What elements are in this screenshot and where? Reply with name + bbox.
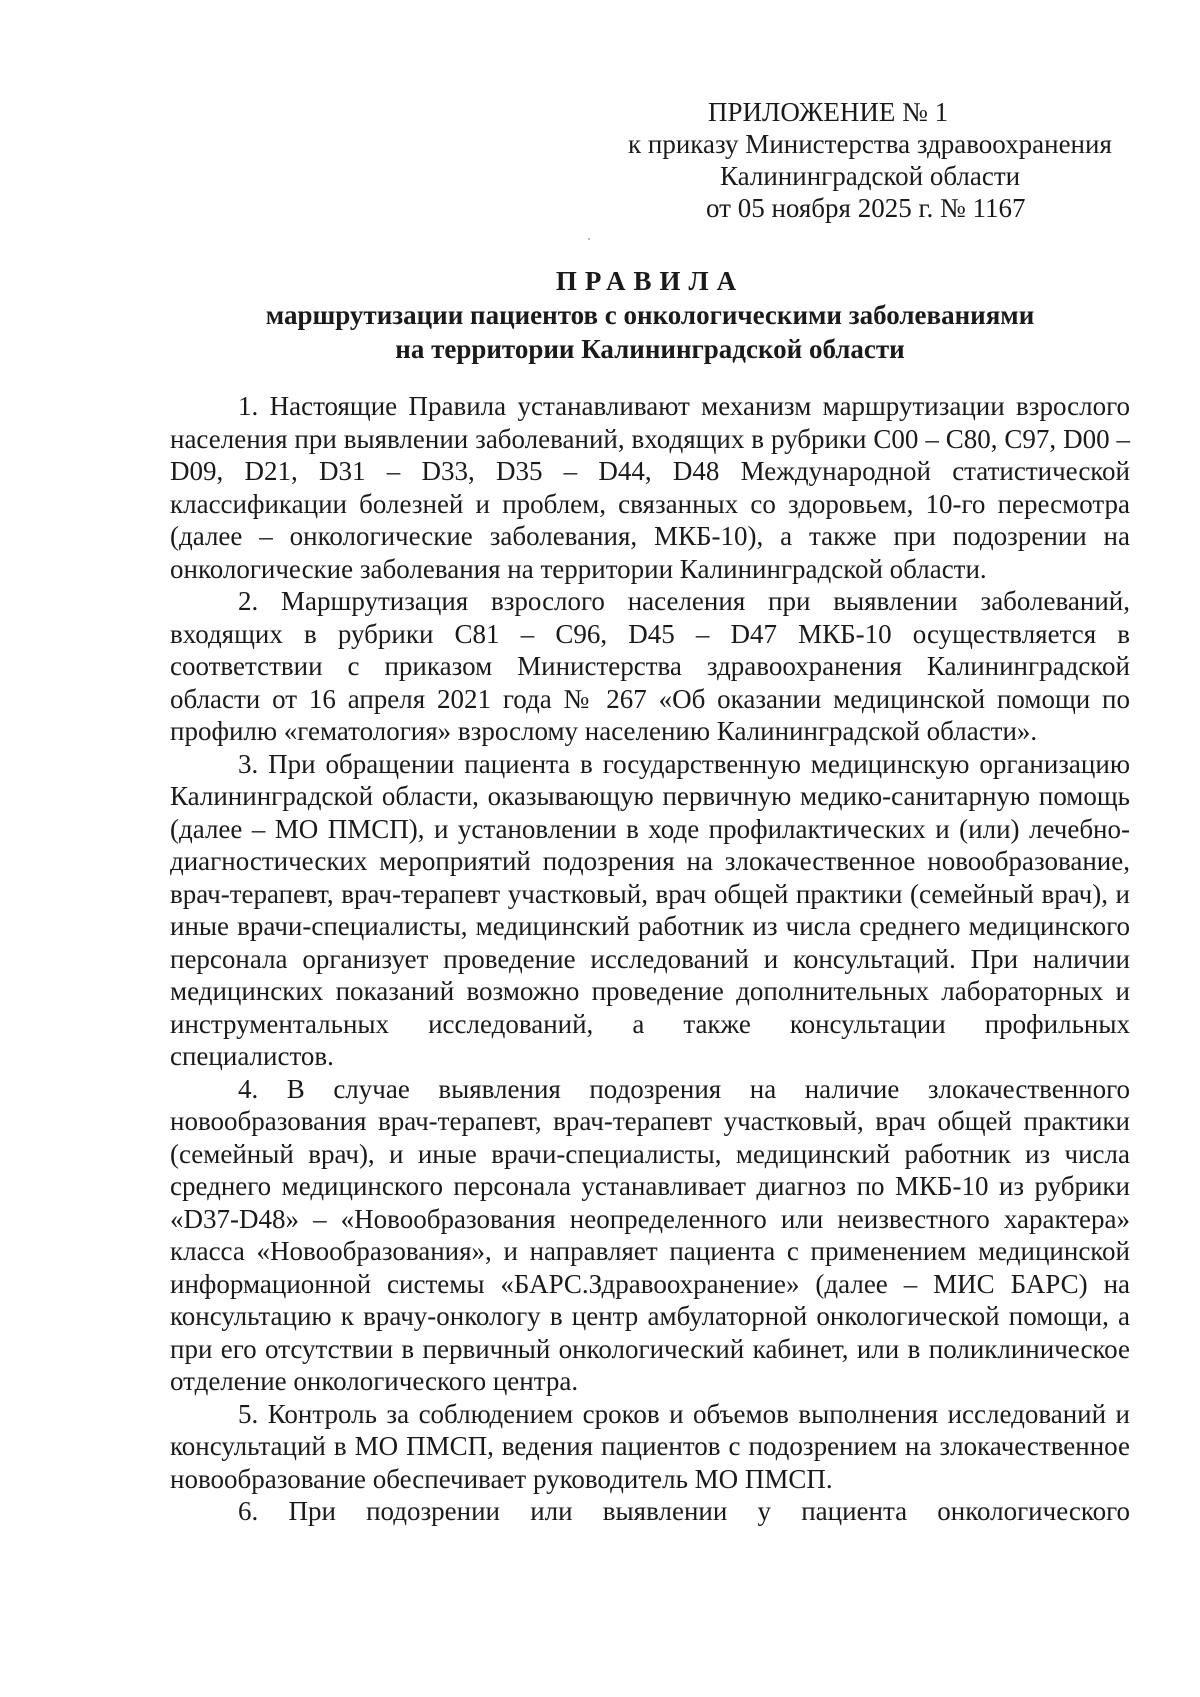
title-heading: ПРАВИЛА xyxy=(555,266,745,296)
paragraph-1: 1. Настоящие Правила устанавливают механизм маршрутизации взрослого населения при выявлении заболеваний, входящих в рубрики С00 – С80, С97, D00 – D09, D21, D31 – D33, D35 – D44, D48 Международной статистической классификации болезней и проблем, связанных со здоровьем, 10-го пересмотра (далее – онкологические заболевания, МКБ-10), а также при подозрении на онкологические заболевания на территории Калининградской области. xyxy=(170,391,1130,584)
document-body xyxy=(170,390,1130,1528)
scan-speck xyxy=(588,238,590,240)
paragraph-3: 3. При обращении пациента в государственную медицинскую организацию Калининградской области, оказывающую первичную медико-санитарную помощь (далее – МО ПМСП), и установлении в ходе профилактических и (или) лечебно-диагностических мероприятий подозрения на злокачественное новообразование, врач-терапевт, врач-терапевт участковый, врач общей практики (семейный врач), и иные врачи-специалисты, медицинский работник из числа среднего медицинского персонала организует проведение исследований и консультаций. При наличии медицинских показаний возможно проведение дополнительных лабораторных и инструментальных исследований, а также консультации профильных специалистов. xyxy=(170,748,1130,1071)
paragraph-5: 5. Контроль за соблюдением сроков и объемов выполнения исследований и консультаций в МО ПМСП, ведения пациентов с подозрением на злокачественное новообразование обеспечивает руководитель МО ПМСП. xyxy=(170,1398,1130,1494)
document-title xyxy=(170,264,1130,366)
annex-number: ПРИЛОЖЕНИЕ № 1 xyxy=(708,97,949,127)
annex-region: Калининградской области xyxy=(720,161,1021,191)
annex-order-ref: к приказу Министерства здравоохранения xyxy=(628,129,1112,159)
paragraph-4: 4. В случае выявления подозрения на наличие злокачественного новообразования врач-терапевт, врач-терапевт участковый, врач общей практики (семейный врач), и иные врачи-специалисты, медицинский работник из числа среднего медицинского персонала устанавливает диагноз по МКБ-10 из рубрики «D37-D48» – «Новообразования неопределенного или неизвестного характера» класса «Новообразования», и направляет пациента с применением медицинской информационной системы «БАРС.Здравоохранение» (далее – МИС БАРС) на консультацию к врачу-онкологу в центр амбулаторной онкологической помощи, а при его отсутствии в первичный онкологический кабинет, или в поликлиническое отделение онкологического центра. xyxy=(170,1073,1130,1396)
paragraph-6: 6. При подозрении или выявлении у пациента онкологического xyxy=(238,1496,1130,1526)
title-subtitle-line1: маршрутизации пациентов с онкологическими заболеваниями xyxy=(265,300,1035,330)
annex-header xyxy=(600,96,1140,224)
annex-date: от 05 ноября 2025 г. № 1167 xyxy=(706,193,1026,223)
title-subtitle-line2: на территории Калининградской области xyxy=(395,334,905,364)
paragraph-2: 2. Маршрутизация взрослого населения при выявлении заболеваний, входящих в рубрики С81 – С96, D45 – D47 МКБ-10 осуществляется в соответствии с приказом Министерства здравоохранения Калининградской области от 16 апреля 2021 года № 267 «Об оказании медицинской помощи по профилю «гематология» взрослому населению Калининградской области». xyxy=(170,586,1130,746)
